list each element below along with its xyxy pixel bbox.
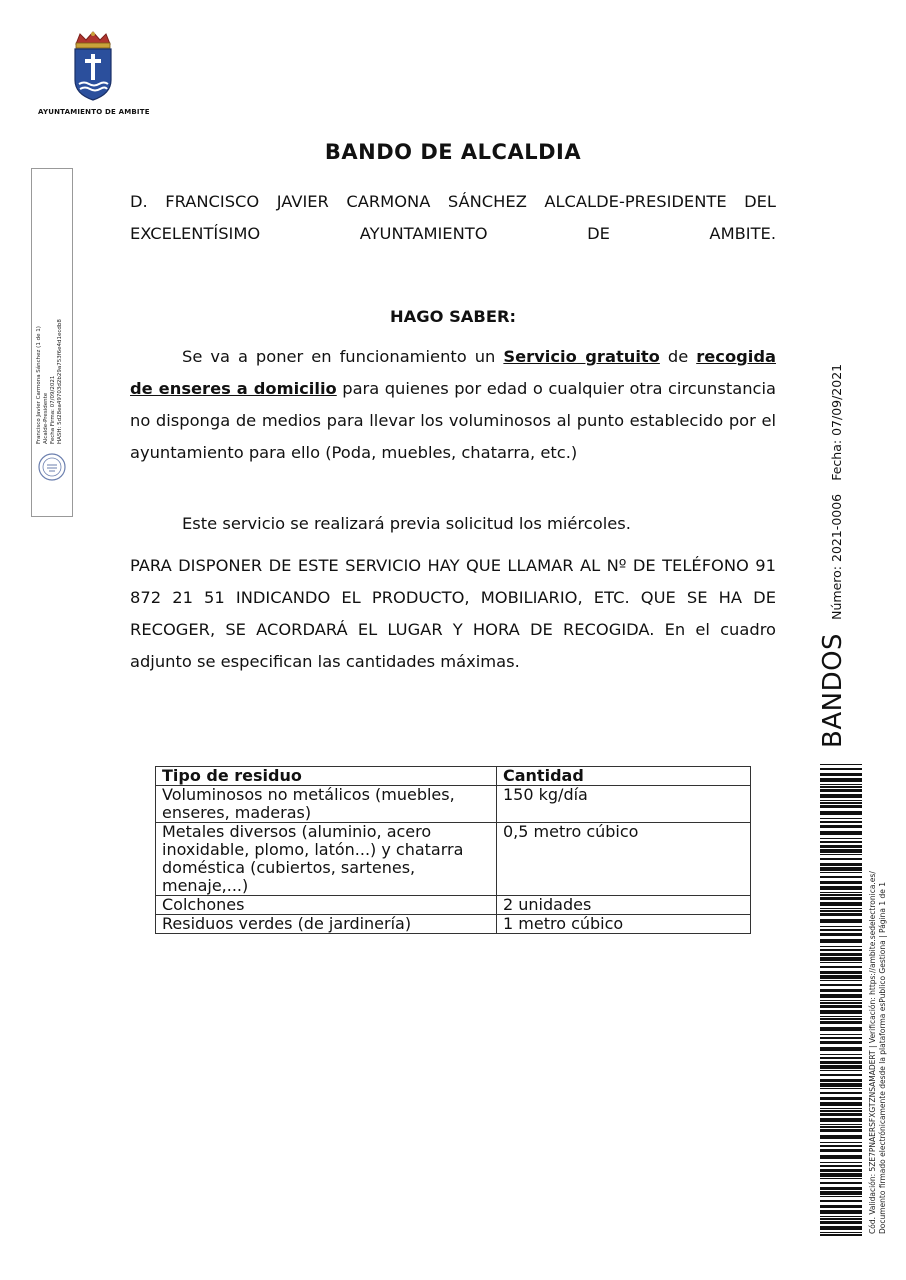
validation-code: Cód. Validación: 5ZE7PNAERSFXGTZNSAMADERT | Verificación: https://ambite.sedelectronica.es/ <box>868 871 877 1234</box>
barcode-stripe <box>820 1005 862 1008</box>
barcode-stripe <box>820 913 862 916</box>
barcode-stripe <box>820 1041 862 1044</box>
barcode-stripe <box>820 841 862 843</box>
header-quantity: Cantidad <box>497 767 751 786</box>
barcode-stripe <box>820 1110 862 1112</box>
barcode-stripe <box>820 929 862 931</box>
barcode-stripe <box>820 1221 862 1224</box>
barcode-stripe <box>820 1165 862 1167</box>
barcode-stripe <box>820 1178 862 1179</box>
table-row <box>156 896 751 915</box>
barcode-stripe <box>820 794 862 798</box>
barcode-stripe <box>820 1210 862 1214</box>
barcode-stripe <box>820 1205 862 1208</box>
barcode-stripe <box>820 1162 862 1163</box>
barcode-stripe <box>820 1149 862 1152</box>
barcode-stripe <box>820 1065 862 1069</box>
waste-type-cell: Residuos verdes (de jardinería) <box>156 915 497 934</box>
waste-type-cell: Voluminosos no metálicos (muebles, enseres, maderas) <box>156 786 497 823</box>
barcode-stripe <box>820 1002 862 1004</box>
barcode-stripe <box>820 1070 862 1071</box>
barcode-stripe <box>820 1108 862 1109</box>
barcode-stripe <box>820 1074 862 1076</box>
barcode-stripe <box>820 1129 862 1132</box>
barcode-stripe <box>820 1000 862 1001</box>
intro-paragraph: D. FRANCISCO JAVIER CARMONA SÁNCHEZ ALCALDE-PRESIDENTE DEL EXCELENTÍSIMO AYUNTAMIENTO DE AMBITE. <box>130 192 776 243</box>
table-row <box>156 786 751 823</box>
barcode-stripe <box>820 1037 862 1039</box>
logo-caption: AYUNTAMIENTO DE AMBITE <box>38 108 150 116</box>
barcode-stripe <box>820 980 862 981</box>
signature-date: Fecha Firma: 07/09/2021 <box>50 375 56 444</box>
barcode-stripe <box>820 849 862 853</box>
barcode-stripe <box>820 805 862 808</box>
barcode-stripe <box>820 894 862 896</box>
barcode-stripe <box>820 1187 862 1190</box>
p1-text-e: para quienes por edad o cualquier otra circunstancia no disponga de medios para llevar los voluminosos al punto establecido por el ayuntamiento para ello (Poda, muebles, chatarra, etc.) <box>130 379 776 462</box>
barcode-stripe <box>820 854 862 855</box>
barcode-stripe <box>820 1155 862 1159</box>
barcode-stripe <box>820 1097 862 1100</box>
barcode-stripe <box>820 1079 862 1082</box>
waste-limits-table <box>155 766 751 934</box>
signature-text <box>36 184 64 444</box>
barcode-stripe <box>820 778 862 782</box>
barcode-stripe <box>820 1142 862 1143</box>
barcode-stripe <box>820 919 862 923</box>
table-row <box>156 915 751 934</box>
barcode-stripe <box>820 789 862 792</box>
signature-hash: HASH: 5d28ea49703d2b29a753f6e4d1ecdb8 <box>57 319 63 444</box>
barcode-stripe <box>820 886 862 890</box>
signature-box <box>31 168 73 517</box>
barcode-stripe <box>820 1092 862 1094</box>
barcode-stripe <box>820 825 862 828</box>
barcode-stripe <box>820 821 862 823</box>
home-collection-emphasis: recogida de enseres a domicilio <box>130 347 777 398</box>
waste-type-cell: Metales diversos (aluminio, acero inoxidable, plomo, latón...) y chatarra doméstica (cubiertos, sartenes, menaje,...) <box>156 823 497 896</box>
barcode-stripe <box>820 962 862 963</box>
signer-name: Francisco Javier Carmona Sánchez (1 de 1) <box>36 326 42 444</box>
register-category: BANDOS <box>818 632 848 748</box>
document-title: BANDO DE ALCALDIA <box>324 140 582 164</box>
register-date: Fecha: 07/09/2021 <box>829 363 844 481</box>
barcode-stripe <box>820 1182 862 1184</box>
table-header-row <box>156 767 751 786</box>
section-heading: HAGO SABER: <box>389 307 516 326</box>
verification-info <box>868 871 887 1234</box>
barcode-stripe <box>820 1010 862 1014</box>
register-info <box>818 364 848 748</box>
barcode-stripe <box>820 910 862 912</box>
barcode-stripe <box>820 773 862 776</box>
contact-paragraph: PARA DISPONER DE ESTE SERVICIO HAY QUE LLAMAR AL Nº DE TELÉFONO 91 872 21 51 INDICANDO EL PRODUCTO, MOBILIARIO, ETC. QUE SE HA DE RECOGER, SE ACORDARÁ EL LUGAR Y HORA DE RECOGIDA. En el cuadro adjunto se especifican las cantidades máximas. <box>130 556 776 671</box>
barcode-stripe <box>820 908 862 909</box>
barcode-stripe <box>820 811 862 815</box>
barcode-stripe <box>820 818 862 819</box>
barcode-stripe <box>820 933 862 936</box>
barcode-stripe <box>820 831 862 835</box>
platform-note: Documento firmado electrónicamente desde la plataforma esPublico Gestiona | Página 1 de 1 <box>877 881 887 1234</box>
barcode-stripe <box>820 838 862 839</box>
barcode-stripe <box>820 994 862 998</box>
barcode-stripe <box>820 1124 862 1125</box>
barcode-stripe <box>820 892 862 893</box>
barcode-stripe <box>820 1047 862 1051</box>
register-number: Número: 2021-0006 <box>829 493 844 620</box>
ambite-coat-of-arms-icon <box>70 30 116 104</box>
barcode-stripe <box>820 1113 862 1116</box>
barcode-stripe <box>820 845 862 848</box>
barcode-stripe <box>820 1226 862 1230</box>
barcode-stripe <box>820 949 862 951</box>
barcode-stripe <box>820 1232 862 1233</box>
barcode-stripe <box>820 784 862 785</box>
barcode-stripe <box>820 946 862 947</box>
service-paragraph <box>130 341 776 469</box>
header-waste-type: Tipo de residuo <box>156 767 497 786</box>
barcode-stripe <box>820 984 862 986</box>
barcode-stripe <box>820 966 862 968</box>
barcode-stripe <box>820 1027 862 1031</box>
barcode-stripe <box>820 764 862 765</box>
barcode-stripe <box>820 867 862 871</box>
barcode-stripe <box>820 1145 862 1147</box>
barcode-stripe <box>820 858 862 860</box>
barcode-stripe <box>820 1083 862 1087</box>
barcode-stripe <box>820 802 862 804</box>
quantity-cell: 2 unidades <box>497 896 751 915</box>
barcode-stripe <box>820 1102 862 1106</box>
barcode-stripe <box>820 1218 862 1220</box>
barcode-stripe <box>820 1169 862 1172</box>
barcode-stripe <box>820 768 862 770</box>
barcode-stripe <box>820 1191 862 1195</box>
p1-text-a: Se va a poner en funcionamiento un <box>182 347 504 366</box>
barcode-stripe <box>820 989 862 992</box>
barcode-stripe <box>820 1234 862 1236</box>
schedule-paragraph: Este servicio se realizará previa solicitud los miércoles. <box>182 514 631 533</box>
waste-type-cell: Colchones <box>156 896 497 915</box>
table-row <box>156 823 751 896</box>
free-service-emphasis: Servicio gratuito <box>503 347 660 366</box>
barcode-stripe <box>820 1054 862 1055</box>
barcode-stripe <box>820 1057 862 1059</box>
barcode-icon <box>820 764 862 1236</box>
barcode-stripe <box>820 953 862 956</box>
barcode-stripe <box>820 902 862 906</box>
quantity-cell: 1 metro cúbico <box>497 915 751 934</box>
barcode-stripe <box>820 975 862 979</box>
barcode-stripe <box>820 786 862 788</box>
signer-role: Alcalde-Presidente <box>43 392 49 444</box>
barcode-stripe <box>820 1196 862 1197</box>
barcode-stripe <box>820 1173 862 1177</box>
barcode-stripe <box>820 881 862 884</box>
barcode-stripe <box>820 876 862 878</box>
municipality-logo <box>38 30 148 116</box>
barcode-stripe <box>820 1088 862 1089</box>
official-seal-icon <box>37 452 67 482</box>
barcode-stripe <box>820 1135 862 1139</box>
barcode-stripe <box>820 897 862 900</box>
barcode-stripe <box>820 957 862 961</box>
barcode-stripe <box>820 1126 862 1128</box>
barcode-stripe <box>820 1118 862 1122</box>
barcode-stripe <box>820 1216 862 1217</box>
barcode-stripe <box>820 863 862 866</box>
barcode-stripe <box>820 1200 862 1202</box>
barcode-stripe <box>820 971 862 974</box>
barcode-stripe <box>820 939 862 943</box>
barcode-stripe <box>820 872 862 873</box>
barcode-stripe <box>820 926 862 927</box>
quantity-cell: 150 kg/día <box>497 786 751 823</box>
barcode-stripe <box>820 1034 862 1035</box>
quantity-cell: 0,5 metro cúbico <box>497 823 751 896</box>
barcode-stripe <box>820 1021 862 1024</box>
barcode-stripe <box>820 800 862 801</box>
barcode-stripe <box>820 1061 862 1064</box>
p1-text-c: de <box>659 347 697 366</box>
barcode-stripe <box>820 1018 862 1020</box>
barcode-stripe <box>820 1016 862 1017</box>
